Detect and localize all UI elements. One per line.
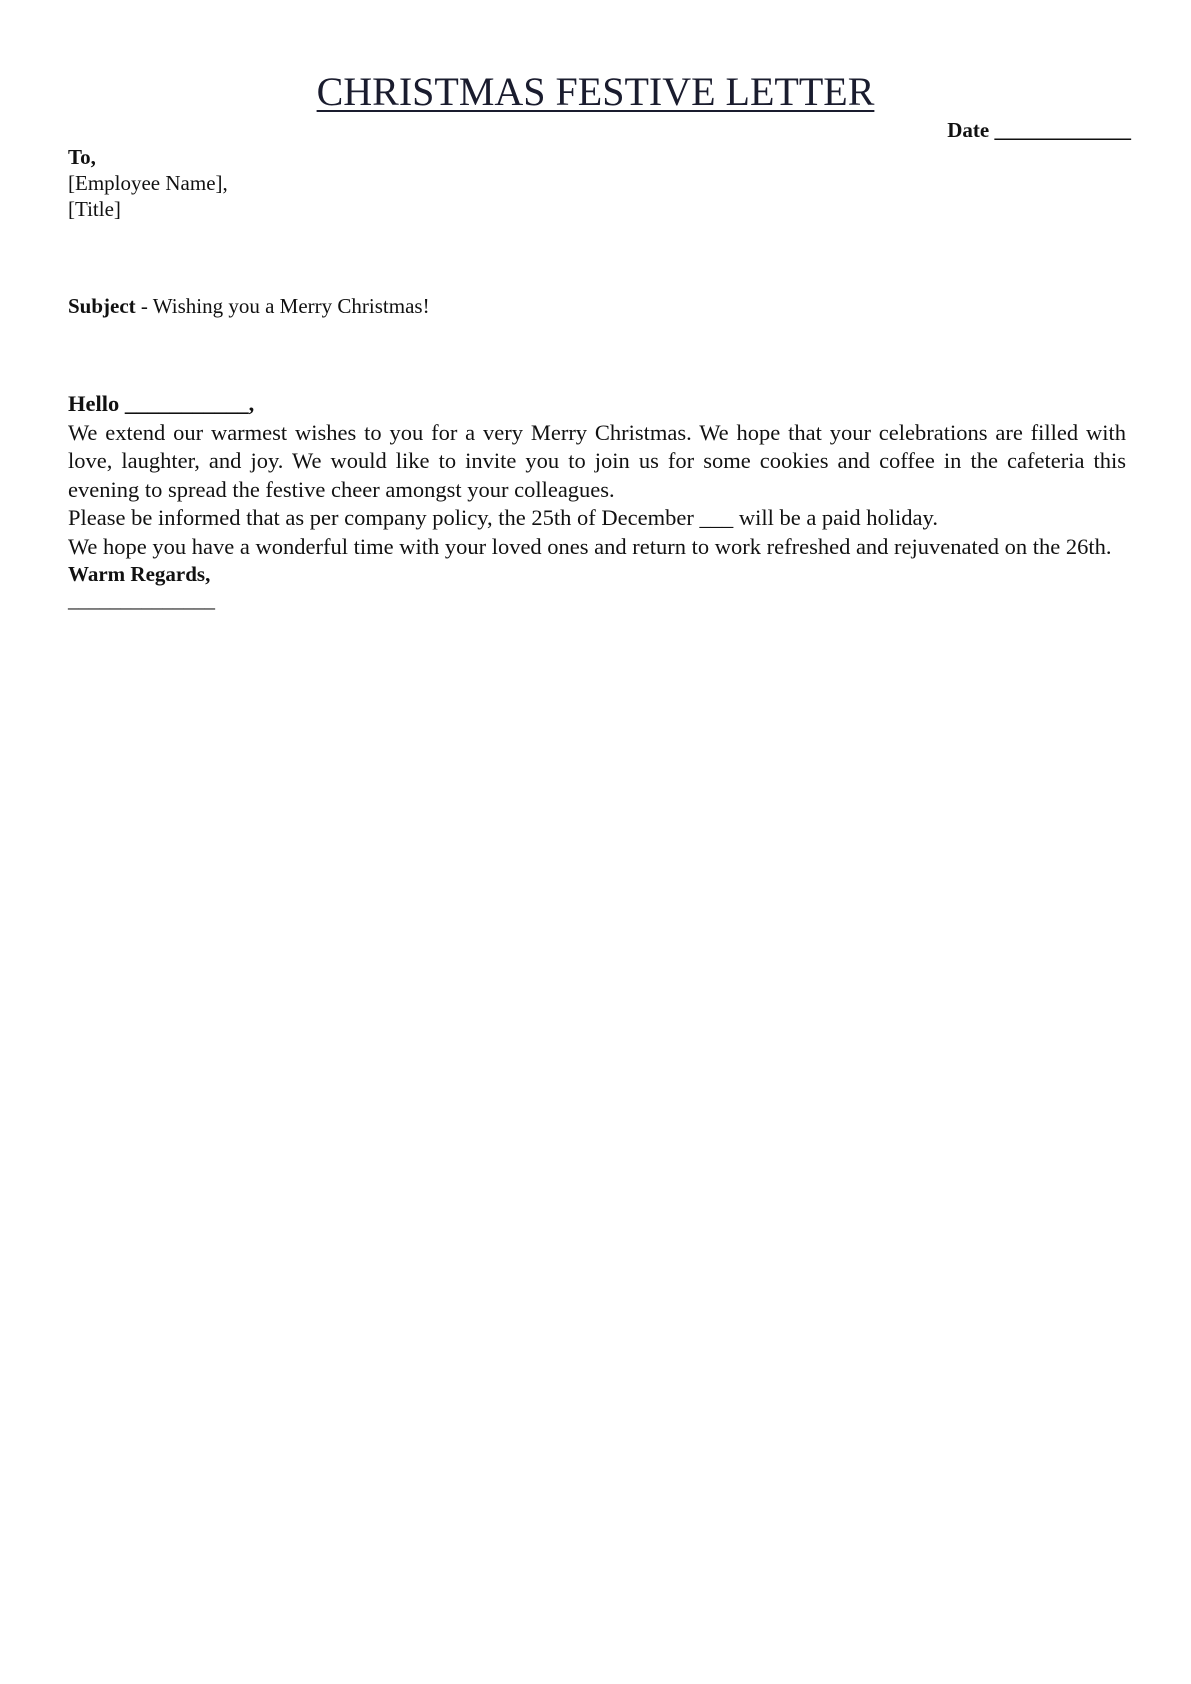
recipient-block bbox=[68, 144, 1126, 222]
signature-line: ______________ bbox=[68, 588, 215, 612]
greeting: Hello ___________, bbox=[68, 391, 255, 416]
body-paragraph-2: Please be informed that as per company policy, the 25th of December ___ will be a paid holiday. bbox=[68, 505, 938, 530]
employee-title-placeholder: [Title] bbox=[68, 197, 121, 221]
employee-name-placeholder: [Employee Name], bbox=[68, 171, 228, 195]
subject-text: - Wishing you a Merry Christmas! bbox=[135, 294, 430, 318]
to-label: To, bbox=[68, 145, 96, 169]
date-field: Date _____________ bbox=[947, 118, 1131, 142]
document-title bbox=[0, 68, 1191, 116]
subject-line bbox=[68, 293, 1126, 319]
body-paragraph-1: We extend our warmest wishes to you for a very Merry Christmas. We hope that your celebrations are filled with love, laughter, and joy. We would like to invite you to join us for some cookies and coffee in the cafeteria this evening to spread the festive cheer amongst your colleagues. bbox=[68, 419, 1126, 502]
body-paragraph-3: We hope you have a wonderful time with your loved ones and return to work refreshed and rejuvenated on the 26th. bbox=[68, 533, 1112, 559]
closing-regards: Warm Regards, bbox=[68, 562, 211, 586]
document-title-text: CHRISTMAS FESTIVE LETTER bbox=[316, 69, 875, 114]
letter-body bbox=[68, 390, 1126, 613]
subject-label: Subject bbox=[68, 294, 136, 318]
